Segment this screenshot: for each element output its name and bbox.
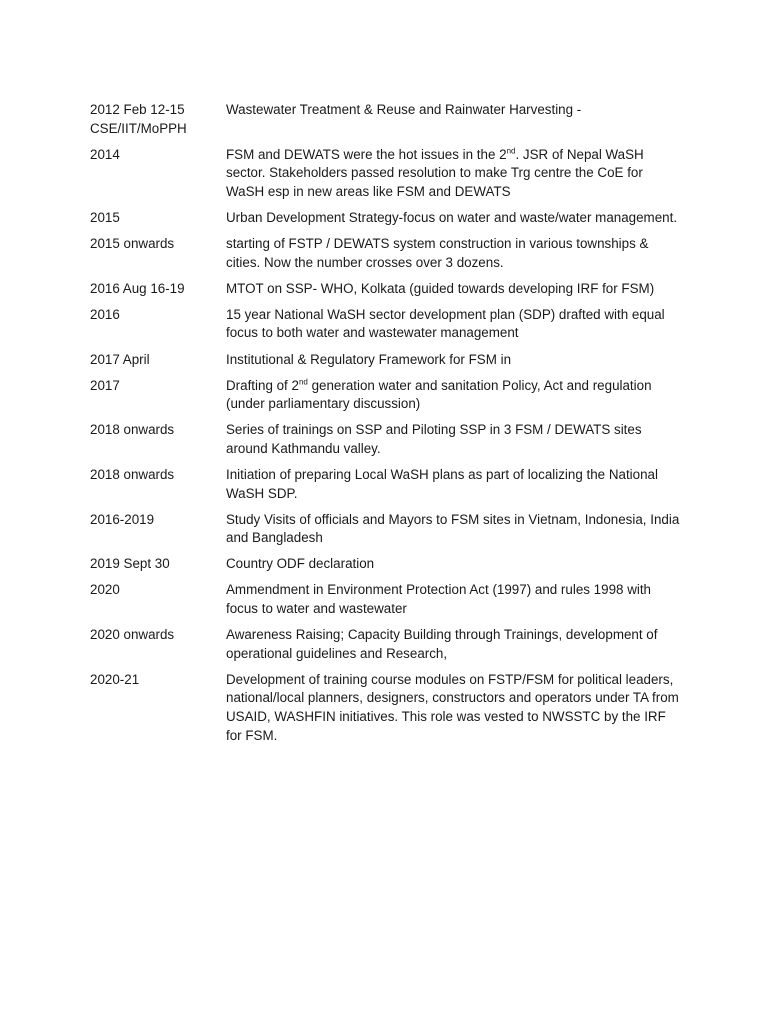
timeline-row [90, 101, 690, 138]
ordinal-suffix: nd [298, 377, 308, 387]
timeline-date: 2014 [90, 146, 120, 162]
timeline-date: 2019 Sept 30 [90, 556, 170, 572]
timeline-row [90, 466, 690, 503]
timeline-date: 2016-2019 [90, 511, 155, 527]
timeline-date: 2017 April [90, 351, 150, 367]
timeline-description: Wastewater Treatment & Reuse and Rainwater Harvesting - [226, 102, 582, 117]
timeline-row [90, 671, 690, 745]
timeline-description [226, 377, 682, 414]
timeline-description: Awareness Raising; Capacity Building through Trainings, development of operational guidelines and Research, [226, 627, 658, 661]
timeline-date: 2020 [90, 582, 120, 598]
timeline-description: MTOT on SSP- WHO, Kolkata (guided towards developing IRF for FSM) [226, 280, 655, 296]
description-text: generation water and sanitation Policy, Act and regulation (under parliamentary discussion) [226, 377, 652, 412]
description-text: . JSR of Nepal WaSH sector. Stakeholders passed resolution to make Trg centre the CoE for WaSH esp in new areas like FSM and DEWATS [226, 146, 644, 199]
timeline-date: 2016 Aug 16-19 [90, 280, 185, 296]
timeline-row [90, 511, 690, 548]
description-text: Drafting of 2 [226, 377, 299, 393]
timeline-description: Institutional & Regulatory Framework for FSM in [226, 351, 512, 367]
timeline-date: 2015 [90, 209, 120, 225]
timeline-description: Initiation of preparing Local WaSH plans as part of localizing the National WaSH SDP. [226, 467, 658, 501]
timeline-date: 2018 onwards [90, 467, 175, 482]
timeline-date: 2017 [90, 377, 120, 393]
timeline-description: Urban Development Strategy-focus on water and waste/water management. [226, 209, 678, 225]
timeline-row [90, 146, 690, 202]
timeline-description: Development of training course modules on FSTP/FSM for political leaders, national/local planners, designers, constructors and operators under TA from USAID, WASHFIN initiatives. This role was vested to NWSSTC by the IRF for FSM. [226, 671, 679, 743]
timeline-date: 2020-21 [90, 671, 140, 687]
timeline-date: 2015 onwards [90, 236, 175, 252]
timeline-row [90, 581, 690, 618]
timeline-description: Ammendment in Environment Protection Act (1997) and rules 1998 with focus to water and wastewater [226, 582, 652, 617]
timeline-row [90, 626, 690, 663]
timeline-date: 2016 [90, 306, 120, 322]
timeline-row [90, 235, 690, 272]
timeline-row [90, 421, 690, 458]
timeline-description: 15 year National WaSH sector development plan (SDP) drafted with equal focus to both water and wastewater management [226, 306, 665, 341]
timeline-description [226, 146, 682, 202]
timeline-row [90, 351, 690, 370]
timeline-date: 2018 onwards [90, 422, 175, 438]
timeline-description: Country ODF declaration [226, 556, 375, 572]
timeline-date: 2020 onwards [90, 627, 175, 643]
ordinal-suffix: nd [506, 146, 516, 156]
timeline-row [90, 555, 690, 574]
timeline-description: Series of trainings on SSP and Piloting SSP in 3 FSM / DEWATS sites around Kathmandu valley. [226, 422, 642, 456]
timeline-row [90, 209, 690, 228]
timeline-description: starting of FSTP / DEWATS system construction in various townships & cities. Now the number crosses over 3 dozens. [226, 236, 649, 270]
description-text: FSM and DEWATS were the hot issues in the 2 [226, 146, 507, 162]
timeline-date: 2012 Feb 12-15 CSE/IIT/MoPPH [90, 102, 187, 136]
timeline-table [90, 101, 690, 753]
timeline-row [90, 306, 690, 343]
timeline-description: Study Visits of officials and Mayors to FSM sites in Vietnam, Indonesia, India and Bangladesh [226, 511, 680, 546]
timeline-row [90, 377, 690, 414]
timeline-row [90, 280, 690, 299]
